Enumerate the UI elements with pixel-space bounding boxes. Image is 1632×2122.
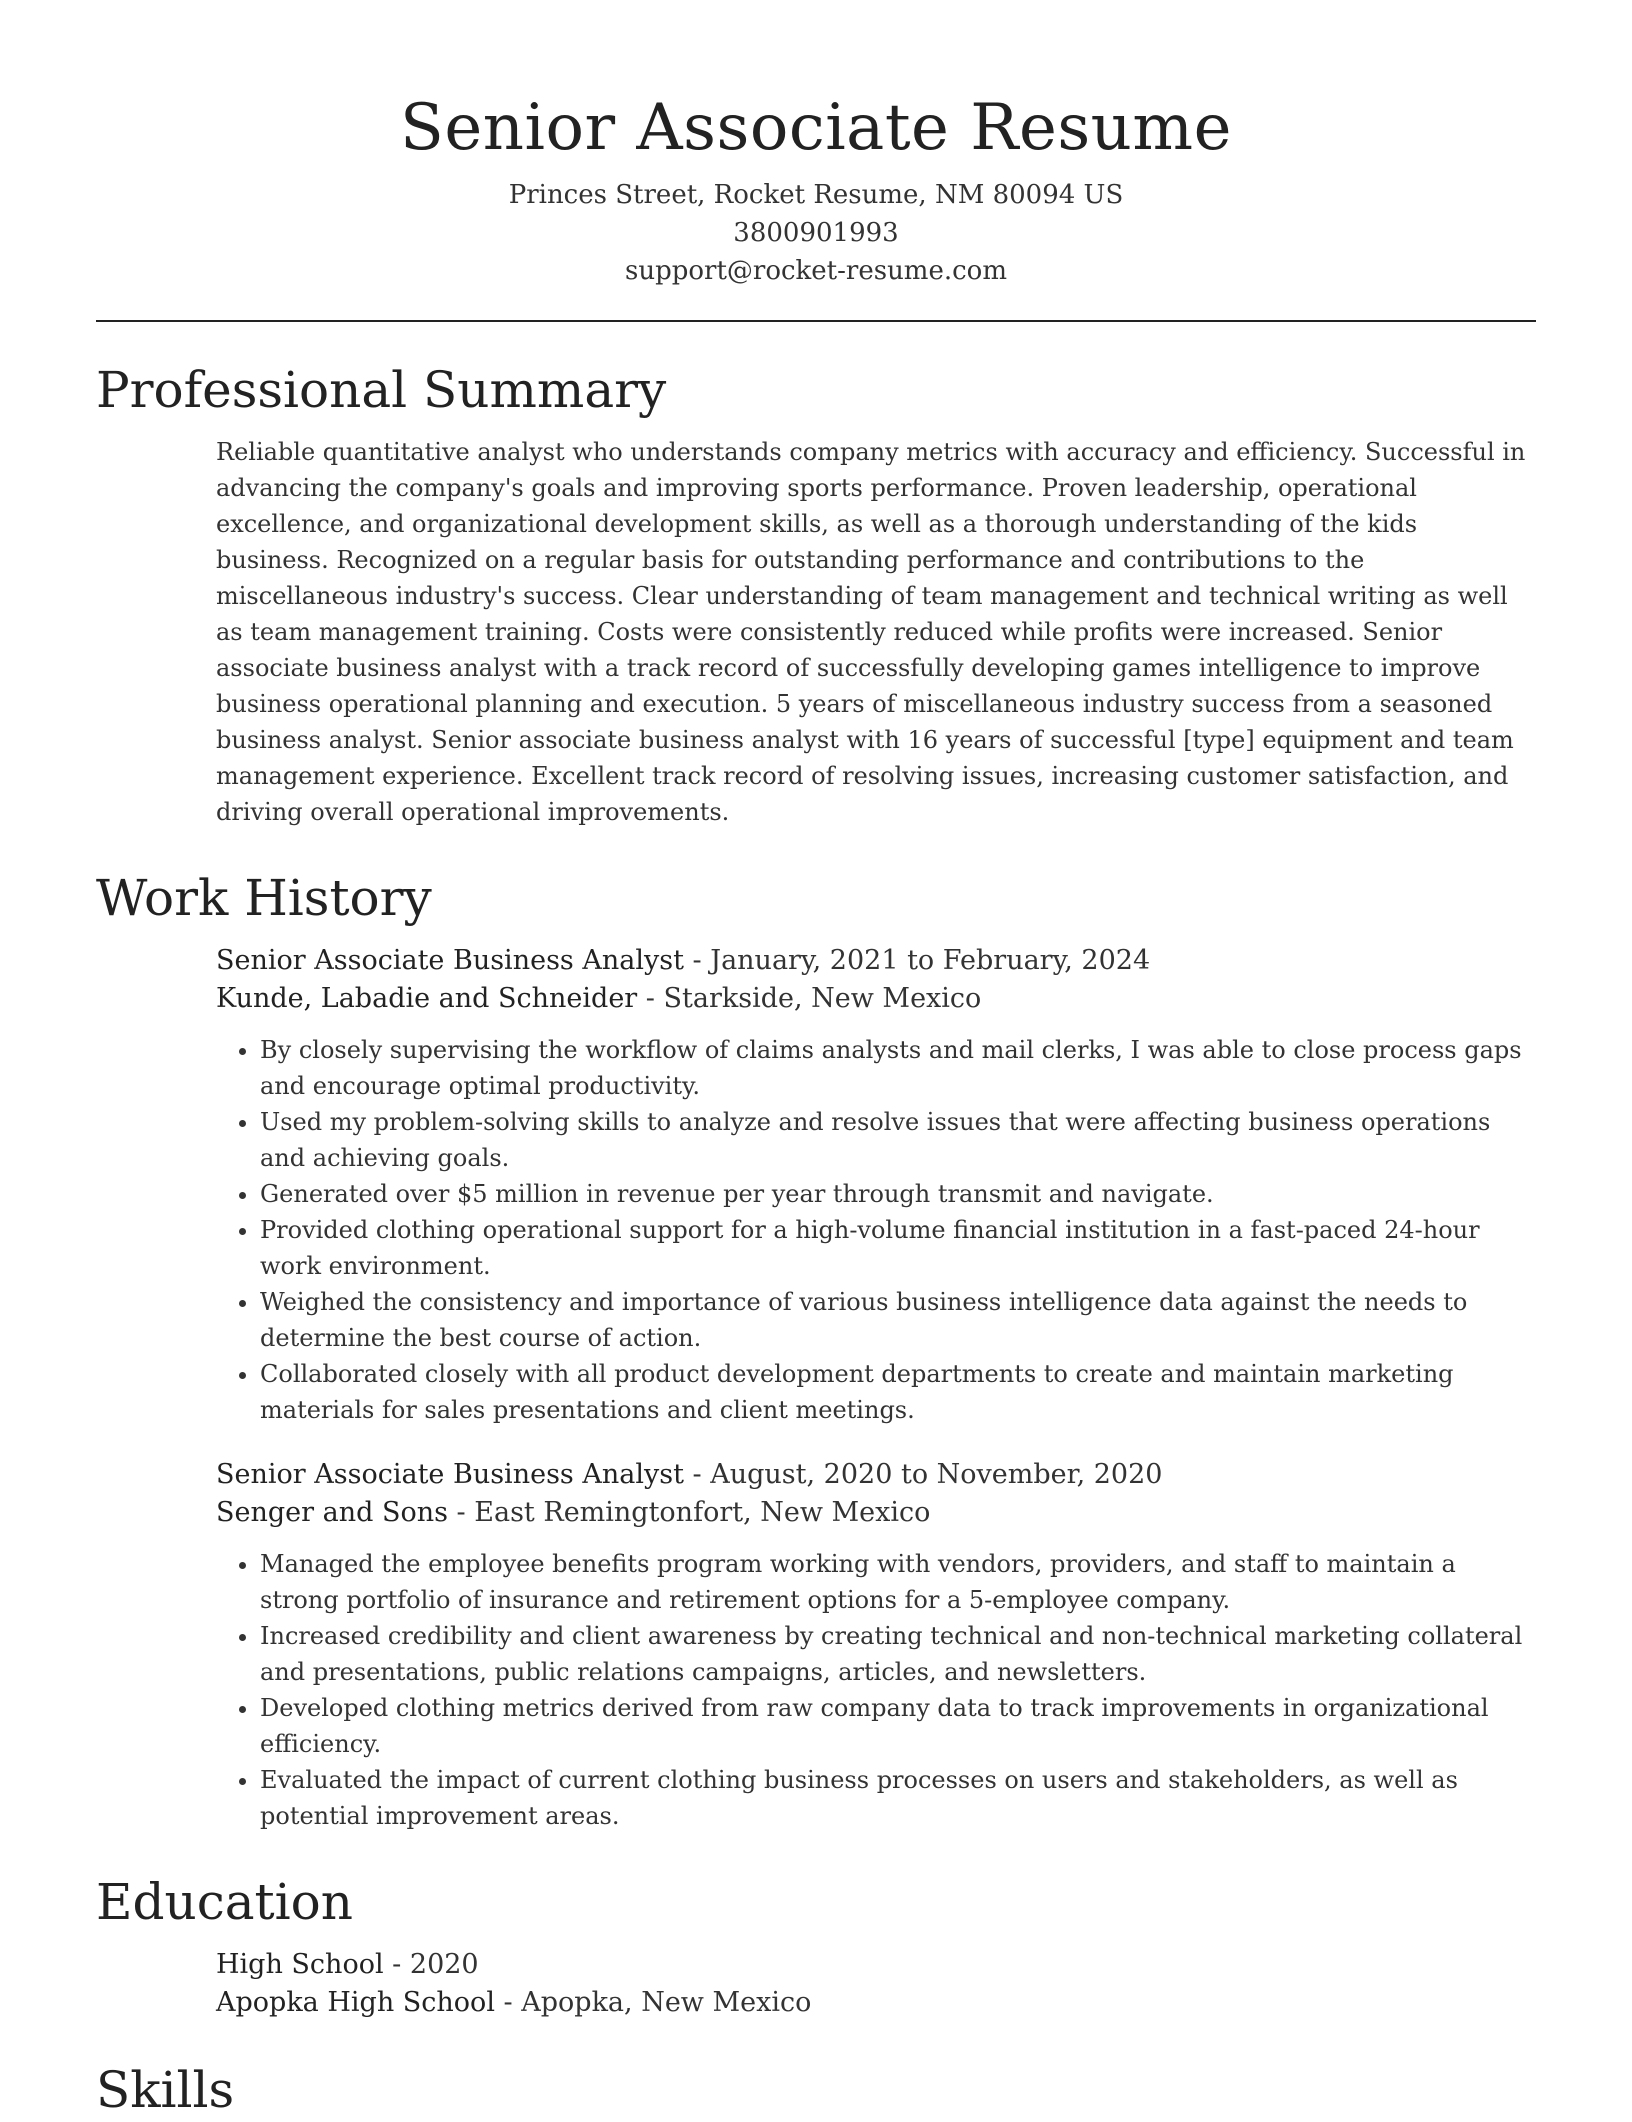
job-bullet: • Provided clothing operational support for a high-volume financial institution in a fast-paced 24-hour work environment. [260,1212,1536,1284]
contact-email: support@rocket-resume.com [624,256,1007,286]
job-role: Senior Associate Business Analyst [216,1459,684,1490]
resume-title: Senior Associate Resume [400,91,1232,165]
education-school: Apopka High School [216,1987,495,2018]
job-entry [216,942,1536,1428]
education-degree: High School [216,1949,384,1980]
job-bullet: • Collaborated closely with all product development departments to create and maintain marketing materials for sales presentations and client meetings. [260,1356,1536,1428]
job-bullet: • Increased credibility and client awareness by creating technical and non-technical marketing collateral and presentations, public relations campaigns, articles, and newsletters. [260,1618,1536,1690]
job-bullet: • Managed the employee benefits program working with vendors, providers, and staff to maintain a strong portfolio of insurance and retirement options for a 5-employee company. [260,1546,1536,1618]
work-history-heading: Work History [96,869,432,927]
job-bullet: • Used my problem-solving skills to analyze and resolve issues that were affecting business operations and achieving goals. [260,1104,1536,1176]
header-divider [96,320,1536,322]
job-company-line: Senger and Sons - East Remingtonfort, New Mexico [216,1497,931,1528]
job-bullet: • Developed clothing metrics derived from raw company data to track improvements in organizational efficiency. [260,1690,1536,1762]
job-dates: January, 2021 to February, 2024 [710,945,1151,976]
contact-address: Princes Street, Rocket Resume, NM 80094 US [508,180,1124,210]
job-bullet: • By closely supervising the workflow of claims analysts and mail clerks, I was able to close process gaps and encourage optimal productivity. [260,1032,1536,1104]
job-bullet: • Generated over $5 million in revenue per year through transmit and navigate. [260,1176,1536,1212]
job-company-line: Kunde, Labadie and Schneider - Starkside, New Mexico [216,983,982,1014]
education-year: 2020 [409,1949,479,1980]
job-location: East Remingtonfort, New Mexico [474,1497,931,1528]
education-heading: Education [96,1873,353,1931]
contact-phone: 3800901993 [733,218,899,248]
job-role: Senior Associate Business Analyst [216,945,684,976]
summary-section [216,434,1536,830]
job-title-line: Senior Associate Business Analyst - January, 2021 to February, 2024 [216,945,1151,976]
job-bullets [216,1032,1536,1428]
job-bullet: • Evaluated the impact of current clothing business processes on users and stakeholders, as well as potential improvement areas. [260,1762,1536,1834]
education-degree-line: High School - 2020 [216,1949,479,1980]
education-school-line: Apopka High School - Apopka, New Mexico [216,1987,812,2018]
job-company: Kunde, Labadie and Schneider [216,983,638,1014]
job-dates: August, 2020 to November, 2020 [710,1459,1163,1490]
skills-heading: Skills [96,2061,235,2119]
education-section [216,1946,1536,2022]
job-bullets [216,1546,1536,1834]
work-history-section [216,942,1536,1834]
job-company: Senger and Sons [216,1497,448,1528]
summary-text: Reliable quantitative analyst who understands company metrics with accuracy and efficiency. Successful in advancing the company's goals and improving sports performance. Proven leadership, operational excellence, and organizational development skills, as well as a thorough understanding of the kids business. Recognized on a regular basis for outstanding performance and contributions to the miscellaneous industry's success. Clear understanding of team management and technical writing as well as team management training. Costs were consistently reduced while profits were increased. Senior associate business analyst with a track record of successfully developing games intelligence to improve business operational planning and execution. 5 years of miscellaneous industry success from a seasoned business analyst. Senior associate business analyst with 16 years of successful [type] equipment and team management experience. Excellent track record of resolving issues, increasing customer satisfaction, and driving overall operational improvements. [216,438,1526,826]
job-entry [216,1456,1536,1834]
job-bullet: • Weighed the consistency and importance of various business intelligence data against the needs to determine the best course of action. [260,1284,1536,1356]
job-title-line: Senior Associate Business Analyst - August, 2020 to November, 2020 [216,1459,1163,1490]
resume-header [96,80,1536,290]
education-location: Apopka, New Mexico [521,1987,812,2018]
summary-heading: Professional Summary [96,361,667,419]
job-location: Starkside, New Mexico [663,983,982,1014]
